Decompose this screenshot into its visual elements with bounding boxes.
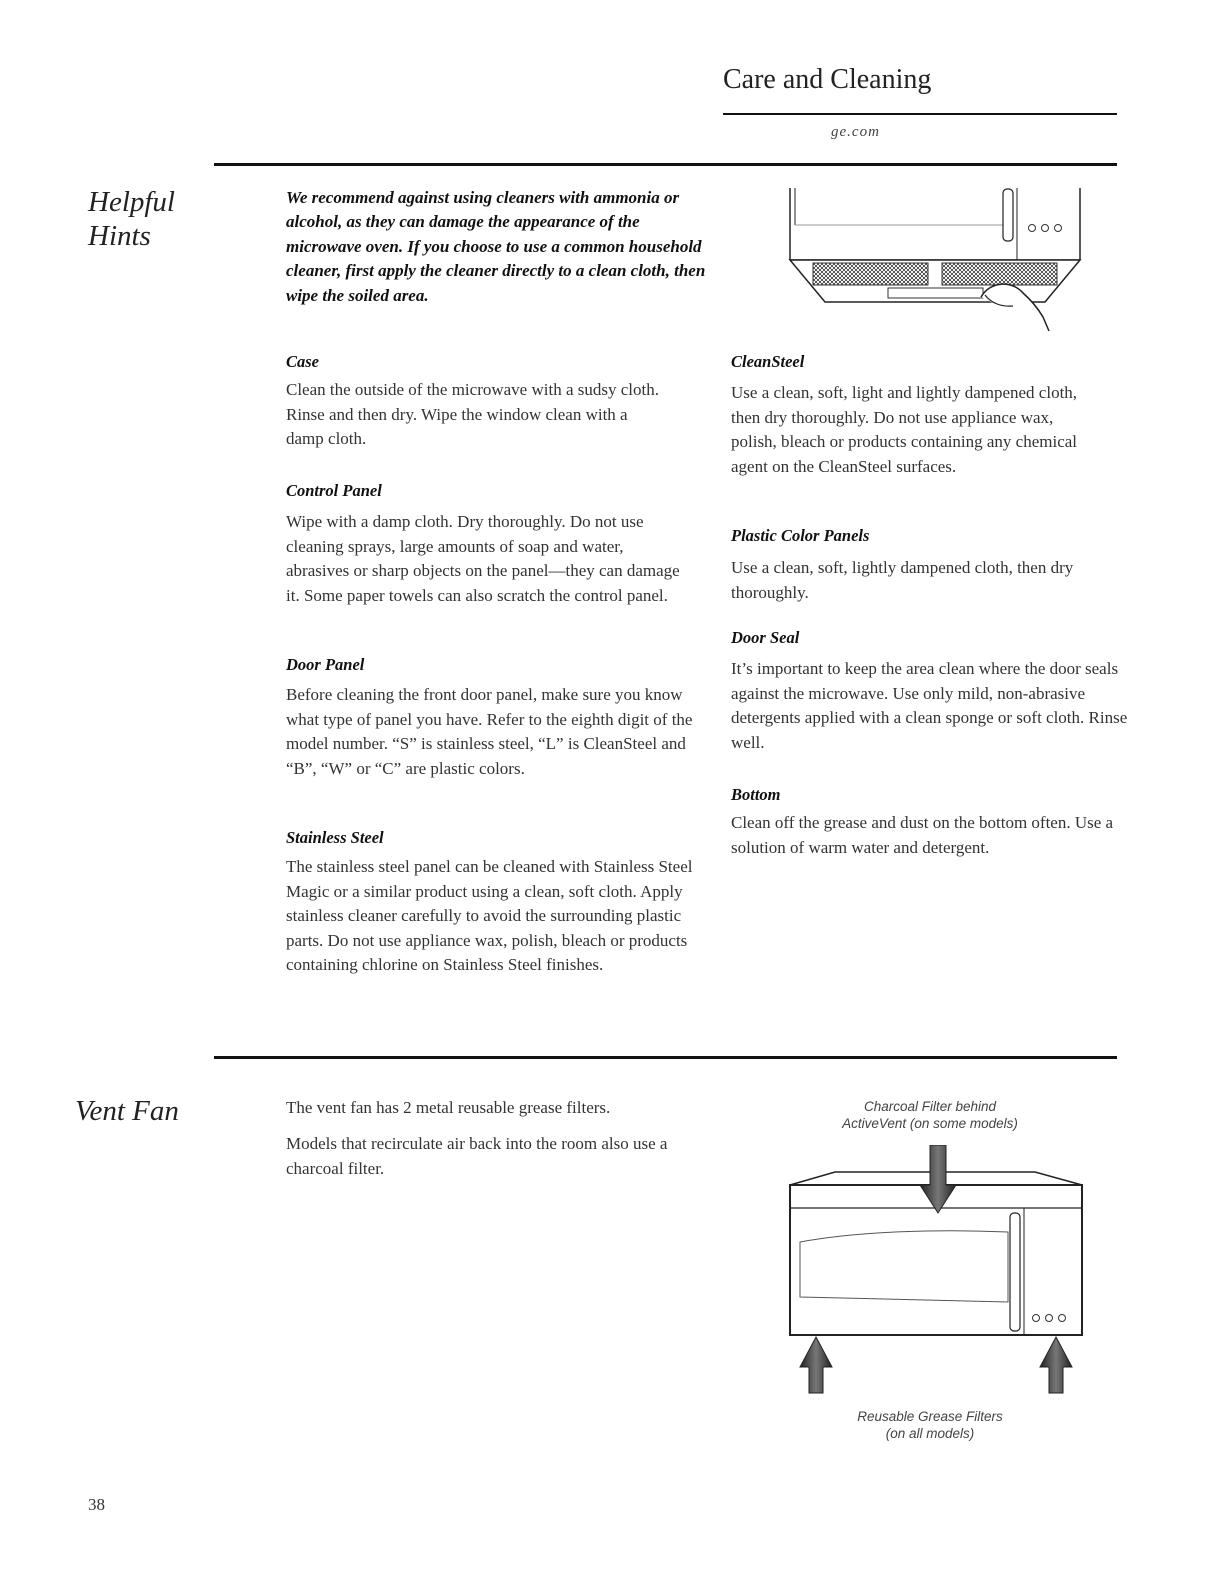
text-door-panel: Before cleaning the front door panel, make sure you know what type of panel you have. Refer to the eighth digit of the model number. “S” is stainless steel, “L” is CleanSteel and “B”, “W” or “C” are plastic colors. xyxy=(286,685,693,778)
site-url: ge.com xyxy=(831,124,880,140)
section-title-line: Helpful xyxy=(88,186,175,218)
text-stainless-steel: The stainless steel panel can be cleaned with Stainless Steel Magic or a similar product using a clean, soft cloth. Apply stainless cleaner carefully to avoid the surrounding plastic parts. Do not use appliance wax, polish, bleach or products containing chlorine on Stainless Steel finishes. xyxy=(286,857,693,975)
page-number: 38 xyxy=(88,1495,105,1514)
page-title: Care and Cleaning xyxy=(723,64,932,95)
section-title-line: Hints xyxy=(88,220,151,252)
heading-door-seal: Door Seal xyxy=(731,628,800,647)
caption-line: ActiveVent (on some models) xyxy=(842,1116,1018,1131)
section-title-helpful-hints xyxy=(88,185,175,253)
intro-warning: We recommend against using cleaners with ammonia or alcohol, as they can damage the appearance of the microwave oven. If you choose to use a common household cleaner, first apply the cleaner directly to a clean cloth, then wipe the soiled area. xyxy=(286,188,706,305)
text-case: Clean the outside of the microwave with a sudsy cloth. Rinse and then dry. Wipe the window clean with a damp cloth. xyxy=(286,380,659,449)
heading-cleansteel: CleanSteel xyxy=(731,352,805,371)
microwave-filters-illustration xyxy=(760,1145,1105,1400)
heading-bottom: Bottom xyxy=(731,785,781,804)
caption-line: Charcoal Filter behind xyxy=(863,1099,997,1114)
heading-stainless-steel: Stainless Steel xyxy=(286,828,384,847)
section-rule-vent-fan xyxy=(214,1056,1117,1059)
vent-fan-text-1: The vent fan has 2 metal reusable grease filters. xyxy=(286,1098,611,1117)
heading-case: Case xyxy=(286,352,319,371)
text-cleansteel: Use a clean, soft, light and lightly dampened cloth, then dry thoroughly. Do not use appliance wax, polish, bleach or products containing any chemical agent on the CleanSteel surfaces. xyxy=(731,383,1078,476)
vent-fan-text-2: Models that recirculate air back into the room also use a charcoal filter. xyxy=(286,1134,668,1178)
heading-control-panel: Control Panel xyxy=(286,481,382,500)
charcoal-filter-caption xyxy=(810,1098,1050,1132)
heading-plastic-color-panels: Plastic Color Panels xyxy=(731,526,870,545)
header-rule xyxy=(723,113,1117,115)
text-plastic-color-panels: Use a clean, soft, lightly dampened cloth, then dry thoroughly. xyxy=(731,558,1074,602)
caption-line: Reusable Grease Filters xyxy=(857,1409,1003,1424)
heading-door-panel: Door Panel xyxy=(286,655,365,674)
section-title-vent-fan: Vent Fan xyxy=(75,1095,179,1127)
microwave-underside-illustration xyxy=(755,185,1095,345)
section-rule-helpful-hints xyxy=(214,163,1117,166)
caption-line: (on all models) xyxy=(885,1426,975,1441)
grease-filters-caption xyxy=(810,1408,1050,1442)
text-bottom: Clean off the grease and dust on the bottom often. Use a solution of warm water and detergent. xyxy=(731,813,1114,857)
text-control-panel: Wipe with a damp cloth. Dry thoroughly. Do not use cleaning sprays, large amounts of soap and water, abrasives or sharp objects on the panel—they can damage it. Some paper towels can also scratch the control panel. xyxy=(286,512,680,605)
text-door-seal: It’s important to keep the area clean where the door seals against the microwave. Use only mild, non-abrasive detergents applied with a clean sponge or soft cloth. Rinse well. xyxy=(731,659,1128,752)
